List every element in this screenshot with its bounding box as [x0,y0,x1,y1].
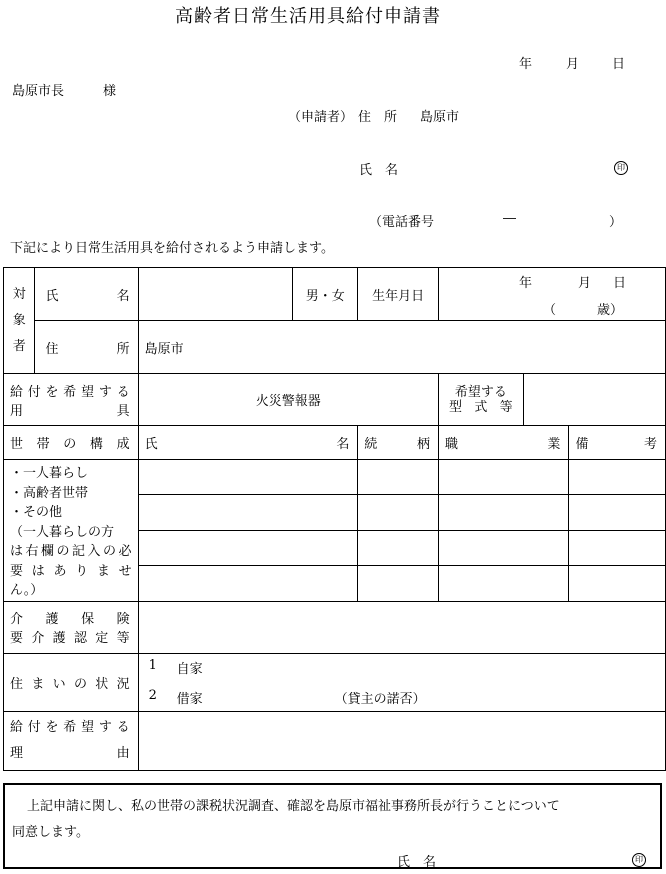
member-note-field[interactable] [569,460,666,495]
consent-seal-icon: 印 [632,853,646,867]
member-relation-field[interactable] [358,530,439,565]
member-job-field[interactable] [439,530,569,565]
desired-item-field[interactable]: 火災警報器 [138,374,438,426]
consent-name-label: 氏 名 [397,855,437,870]
household-row [4,460,666,495]
member-note-field[interactable] [569,566,666,601]
subject-name-field[interactable] [138,268,293,321]
reason-field[interactable] [138,711,665,770]
date-day-label: 日 [612,57,626,72]
member-relation-field[interactable] [358,495,439,530]
date-month-label: 月 [566,57,580,72]
care-field[interactable] [138,601,665,653]
applicant-label: （申請者） [288,110,354,125]
subject-address-field[interactable]: 島原市 [138,321,665,374]
housing-label: 住 ま い の 状 況 [4,653,139,711]
member-relation-field[interactable] [358,566,439,601]
addressee-name: 島原市長 [12,84,65,99]
addressee-honorific: 様 [103,84,117,99]
care-label: 介 護 保 険 要 介 護 認 定 等 [4,601,139,653]
member-name-field[interactable] [138,495,358,530]
phone-close: ） [609,215,623,230]
member-note-field[interactable] [569,495,666,530]
housing-option-rent: 借家 [176,691,203,707]
member-job-field[interactable] [439,566,569,601]
consent-text-line1: 上記申請に関し、私の世帯の課税状況調査、確認を島原市福祉事務所長が行うことについて [27,799,560,814]
member-relation-field[interactable] [358,460,439,495]
household-type-other: ・その他 [10,505,63,520]
landlord-consent-note: （貸主の諾否） [334,691,426,707]
name-label-cell: 氏 名 [35,268,138,321]
reason-label: 給 付 を 希 望 す る 理 由 [4,711,139,770]
housing-field[interactable] [138,653,665,711]
address-label-cell: 住 所 [35,321,138,374]
member-note-field[interactable] [569,530,666,565]
household-type-cell: ・一人暮らし ・高齢者世帯 ・その他 （一人暮らしの方 は 右 欄 の 記 入 の 必 要 は あ り ま せ ん。） [4,460,139,602]
gender-select[interactable]: 男・女 [293,268,358,321]
subject-name-row [4,268,666,321]
desired-item-row [4,374,666,426]
member-name-field[interactable] [138,460,358,495]
birthdate-field[interactable]: 年 月 日 （ 歳） [439,268,666,321]
reason-row [4,711,666,770]
model-field[interactable] [523,374,665,426]
seal-icon: 印 [614,161,628,175]
phone-dash: ― [503,211,516,226]
birthdate-label: 生年月日 [358,268,439,321]
consent-box [3,783,662,869]
model-label: 希望する 型 式 等 [439,374,524,426]
application-table [3,267,666,771]
household-type-single: ・一人暮らし [10,466,89,481]
col-job-header: 職 業 [439,426,569,460]
member-name-field[interactable] [138,530,358,565]
housing-row [4,653,666,711]
household-label: 世 帯 の 構 成 [4,426,139,460]
applicant-address-value[interactable]: 島原市 [420,110,460,125]
applicant-address-label: 住 所 [358,110,398,125]
date-year-label: 年 [519,57,533,72]
applicant-name-label: 氏 名 [359,163,399,178]
col-note-header: 備 考 [569,426,666,460]
member-job-field[interactable] [439,460,569,495]
phone-label: （電話番号 [369,215,435,230]
consent-text-line2: 同意します。 [12,825,89,840]
household-type-elderly: ・高齢者世帯 [10,485,89,501]
subject-address-row [4,321,666,374]
care-row [4,601,666,653]
col-name-header: 氏 名 [138,426,358,460]
intro-text: 下記により日常生活用具を給付されるよう申請します。 [10,241,334,256]
desired-item-label: 給 付 を 希 望 す る 用 具 [4,374,139,426]
member-job-field[interactable] [439,495,569,530]
housing-option-2-num: 2 [148,687,157,703]
housing-option-1-num: 1 [148,657,157,673]
housing-option-own: 自家 [176,661,203,677]
subject-label-cell: 対 象 者 [4,268,35,374]
page-title: 高齢者日常生活用具給付申請書 [175,6,441,27]
member-name-field[interactable] [138,566,358,601]
household-header-row [4,426,666,460]
col-relation-header: 続 柄 [358,426,439,460]
